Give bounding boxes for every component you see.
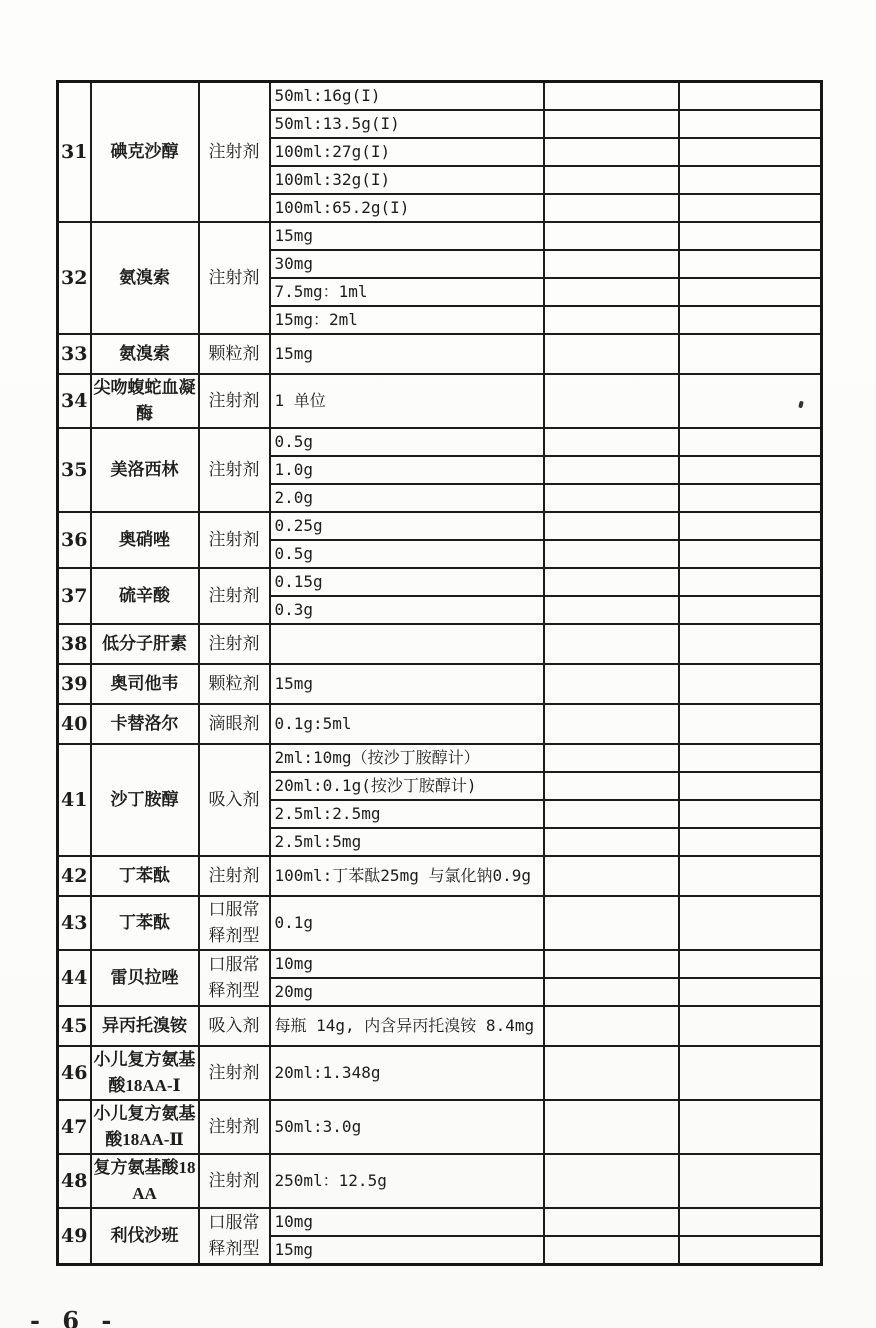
- spec-cell: 2ml:10mg（按沙丁胺醇计）: [270, 744, 544, 772]
- empty-cell-2: [679, 624, 822, 664]
- table-row: [58, 704, 822, 744]
- row-number-cell: 41: [58, 744, 91, 856]
- table-row: [58, 744, 822, 772]
- table-row: [58, 896, 822, 950]
- spec-cell: 100ml:32g(I): [270, 166, 544, 194]
- empty-cell-2: [679, 306, 822, 334]
- empty-cell-1: [544, 978, 679, 1006]
- empty-cell-2: [679, 1236, 822, 1265]
- empty-cell-2: [679, 704, 822, 744]
- empty-cell-1: [544, 704, 679, 744]
- dosage-form-cell: 颗粒剂: [199, 334, 270, 374]
- spec-cell: [270, 624, 544, 664]
- dosage-form-cell: 注射剂: [199, 856, 270, 896]
- spec-cell: 0.1g: [270, 896, 544, 950]
- dosage-form-cell: 注射剂: [199, 512, 270, 568]
- row-number-cell: 49: [58, 1208, 91, 1265]
- spec-cell: 10mg: [270, 1208, 544, 1236]
- empty-cell-2: [679, 596, 822, 624]
- drug-list-table: [56, 80, 823, 1266]
- empty-cell-2: [679, 664, 822, 704]
- row-number-cell: 39: [58, 664, 91, 704]
- spec-cell: 20mg: [270, 978, 544, 1006]
- spec-cell: 每瓶 14g, 内含异丙托溴铵 8.4mg: [270, 1006, 544, 1046]
- spec-cell: 100ml:27g(I): [270, 138, 544, 166]
- empty-cell-1: [544, 374, 679, 428]
- page-number: - 6 -: [30, 1306, 114, 1328]
- drug-name-cell: 沙丁胺醇: [91, 744, 199, 856]
- dosage-form-cell: 注射剂: [199, 428, 270, 512]
- drug-name-cell: 奥司他韦: [91, 664, 199, 704]
- dosage-form-cell: 颗粒剂: [199, 664, 270, 704]
- row-number-cell: 43: [58, 896, 91, 950]
- spec-cell: 20ml:1.348g: [270, 1046, 544, 1100]
- table-row: [58, 374, 822, 428]
- row-number-cell: 32: [58, 222, 91, 334]
- empty-cell-1: [544, 856, 679, 896]
- dosage-form-cell: 注射剂: [199, 1046, 270, 1100]
- empty-cell-1: [544, 1046, 679, 1100]
- table-row: [58, 334, 822, 374]
- drug-name-cell: 雷贝拉唑: [91, 950, 199, 1006]
- empty-cell-2: [679, 166, 822, 194]
- row-number-cell: 38: [58, 624, 91, 664]
- spec-cell: 15mg：2ml: [270, 306, 544, 334]
- empty-cell-1: [544, 950, 679, 978]
- dosage-form-cell: 吸入剂: [199, 744, 270, 856]
- drug-name-cell: 尖吻蝮蛇血凝酶: [91, 374, 199, 428]
- spec-cell: 1 单位: [270, 374, 544, 428]
- row-number-cell: 44: [58, 950, 91, 1006]
- spec-cell: 1.0g: [270, 456, 544, 484]
- row-number-cell: 46: [58, 1046, 91, 1100]
- row-number-cell: 36: [58, 512, 91, 568]
- row-number-cell: 31: [58, 82, 91, 223]
- table-row: [58, 856, 822, 896]
- drug-name-cell: 异丙托溴铵: [91, 1006, 199, 1046]
- table-row: [58, 624, 822, 664]
- empty-cell-2: [679, 856, 822, 896]
- dosage-form-cell: 注射剂: [199, 82, 270, 223]
- table-row: [58, 1100, 822, 1154]
- row-number-cell: 45: [58, 1006, 91, 1046]
- drug-name-cell: 卡替洛尔: [91, 704, 199, 744]
- row-number-cell: 33: [58, 334, 91, 374]
- empty-cell-1: [544, 540, 679, 568]
- empty-cell-2: [679, 1100, 822, 1154]
- drug-name-cell: 小儿复方氨基酸18AA-Ⅰ: [91, 1046, 199, 1100]
- dosage-form-cell: 滴眼剂: [199, 704, 270, 744]
- spec-cell: 2.5ml:2.5mg: [270, 800, 544, 828]
- dosage-form-cell: 注射剂: [199, 624, 270, 664]
- empty-cell-1: [544, 664, 679, 704]
- empty-cell-1: [544, 1154, 679, 1208]
- empty-cell-1: [544, 250, 679, 278]
- table-row: [58, 1006, 822, 1046]
- empty-cell-1: [544, 1208, 679, 1236]
- drug-name-cell: 丁苯酞: [91, 896, 199, 950]
- empty-cell-1: [544, 772, 679, 800]
- empty-cell-2: [679, 456, 822, 484]
- dosage-form-cell: 口服常释剂型: [199, 896, 270, 950]
- empty-cell-1: [544, 624, 679, 664]
- empty-cell-1: [544, 1006, 679, 1046]
- dosage-form-cell: 口服常释剂型: [199, 1208, 270, 1265]
- table-row: [58, 1208, 822, 1236]
- empty-cell-1: [544, 456, 679, 484]
- spec-cell: 7.5mg：1ml: [270, 278, 544, 306]
- spec-cell: 50ml:16g(I): [270, 82, 544, 111]
- empty-cell-1: [544, 1100, 679, 1154]
- empty-cell-1: [544, 484, 679, 512]
- empty-cell-2: [679, 744, 822, 772]
- drug-name-cell: 小儿复方氨基酸18AA-Ⅱ: [91, 1100, 199, 1154]
- dosage-form-cell: 注射剂: [199, 222, 270, 334]
- table-row: [58, 568, 822, 596]
- drug-name-cell: 氨溴索: [91, 222, 199, 334]
- table-row: [58, 1046, 822, 1100]
- empty-cell-1: [544, 512, 679, 540]
- empty-cell-1: [544, 306, 679, 334]
- dosage-form-cell: 注射剂: [199, 1100, 270, 1154]
- empty-cell-2: [679, 334, 822, 374]
- empty-cell-2: [679, 772, 822, 800]
- row-number-cell: 35: [58, 428, 91, 512]
- table-row: [58, 512, 822, 540]
- empty-cell-2: [679, 82, 822, 111]
- spec-cell: 2.5ml:5mg: [270, 828, 544, 856]
- row-number-cell: 37: [58, 568, 91, 624]
- dosage-form-cell: 吸入剂: [199, 1006, 270, 1046]
- empty-cell-2: [679, 1208, 822, 1236]
- table-row: [58, 1154, 822, 1208]
- row-number-cell: 48: [58, 1154, 91, 1208]
- empty-cell-2: [679, 828, 822, 856]
- spec-cell: 0.25g: [270, 512, 544, 540]
- empty-cell-1: [544, 110, 679, 138]
- empty-cell-2: [679, 484, 822, 512]
- empty-cell-2: [679, 194, 822, 222]
- drug-name-cell: 低分子肝素: [91, 624, 199, 664]
- empty-cell-1: [544, 596, 679, 624]
- drug-name-cell: 丁苯酞: [91, 856, 199, 896]
- row-number-cell: 42: [58, 856, 91, 896]
- drug-name-cell: 复方氨基酸18AA: [91, 1154, 199, 1208]
- empty-cell-1: [544, 194, 679, 222]
- empty-cell-2: [679, 110, 822, 138]
- empty-cell-2: [679, 1046, 822, 1100]
- spec-cell: 50ml:3.0g: [270, 1100, 544, 1154]
- empty-cell-2: [679, 540, 822, 568]
- spec-cell: 0.1g:5ml: [270, 704, 544, 744]
- spec-cell: 250ml：12.5g: [270, 1154, 544, 1208]
- dosage-form-cell: 口服常释剂型: [199, 950, 270, 1006]
- row-number-cell: 34: [58, 374, 91, 428]
- spec-cell: 2.0g: [270, 484, 544, 512]
- table-row: [58, 664, 822, 704]
- spec-cell: 50ml:13.5g(I): [270, 110, 544, 138]
- table-row: [58, 950, 822, 978]
- empty-cell-1: [544, 334, 679, 374]
- empty-cell-2: [679, 568, 822, 596]
- spec-cell: 0.3g: [270, 596, 544, 624]
- empty-cell-2: [679, 250, 822, 278]
- empty-cell-2: [679, 1154, 822, 1208]
- empty-cell-1: [544, 896, 679, 950]
- dosage-form-cell: 注射剂: [199, 374, 270, 428]
- empty-cell-1: [544, 828, 679, 856]
- row-number-cell: 47: [58, 1100, 91, 1154]
- spec-cell: 30mg: [270, 250, 544, 278]
- row-number-cell: 40: [58, 704, 91, 744]
- empty-cell-1: [544, 1236, 679, 1265]
- empty-cell-1: [544, 278, 679, 306]
- dosage-form-cell: 注射剂: [199, 568, 270, 624]
- empty-cell-2: [679, 222, 822, 250]
- spec-cell: 10mg: [270, 950, 544, 978]
- empty-cell-2: [679, 512, 822, 540]
- table-row: [58, 82, 822, 111]
- spec-cell: 20ml:0.1g(按沙丁胺醇计): [270, 772, 544, 800]
- empty-cell-1: [544, 428, 679, 456]
- empty-cell-1: [544, 800, 679, 828]
- empty-cell-2: [679, 896, 822, 950]
- spec-cell: 0.15g: [270, 568, 544, 596]
- empty-cell-2: [679, 978, 822, 1006]
- spec-cell: 15mg: [270, 1236, 544, 1265]
- dosage-form-cell: 注射剂: [199, 1154, 270, 1208]
- empty-cell-2: [679, 138, 822, 166]
- empty-cell-2: [679, 428, 822, 456]
- spec-cell: 100ml:丁苯酞25mg 与氯化钠0.9g: [270, 856, 544, 896]
- empty-cell-1: [544, 744, 679, 772]
- empty-cell-2: [679, 278, 822, 306]
- drug-name-cell: 奥硝唑: [91, 512, 199, 568]
- drug-name-cell: 氨溴索: [91, 334, 199, 374]
- drug-name-cell: 利伐沙班: [91, 1208, 199, 1265]
- empty-cell-1: [544, 138, 679, 166]
- empty-cell-1: [544, 222, 679, 250]
- table-row: [58, 222, 822, 250]
- drug-name-cell: 碘克沙醇: [91, 82, 199, 223]
- spec-cell: 100ml:65.2g(I): [270, 194, 544, 222]
- table-row: [58, 428, 822, 456]
- empty-cell-1: [544, 166, 679, 194]
- spec-cell: 0.5g: [270, 540, 544, 568]
- empty-cell-1: [544, 82, 679, 111]
- empty-cell-2: [679, 800, 822, 828]
- drug-name-cell: 硫辛酸: [91, 568, 199, 624]
- drug-name-cell: 美洛西林: [91, 428, 199, 512]
- empty-cell-2: [679, 950, 822, 978]
- empty-cell-2: [679, 1006, 822, 1046]
- spec-cell: 15mg: [270, 222, 544, 250]
- empty-cell-1: [544, 568, 679, 596]
- spec-cell: 15mg: [270, 664, 544, 704]
- spec-cell: 15mg: [270, 334, 544, 374]
- spec-cell: 0.5g: [270, 428, 544, 456]
